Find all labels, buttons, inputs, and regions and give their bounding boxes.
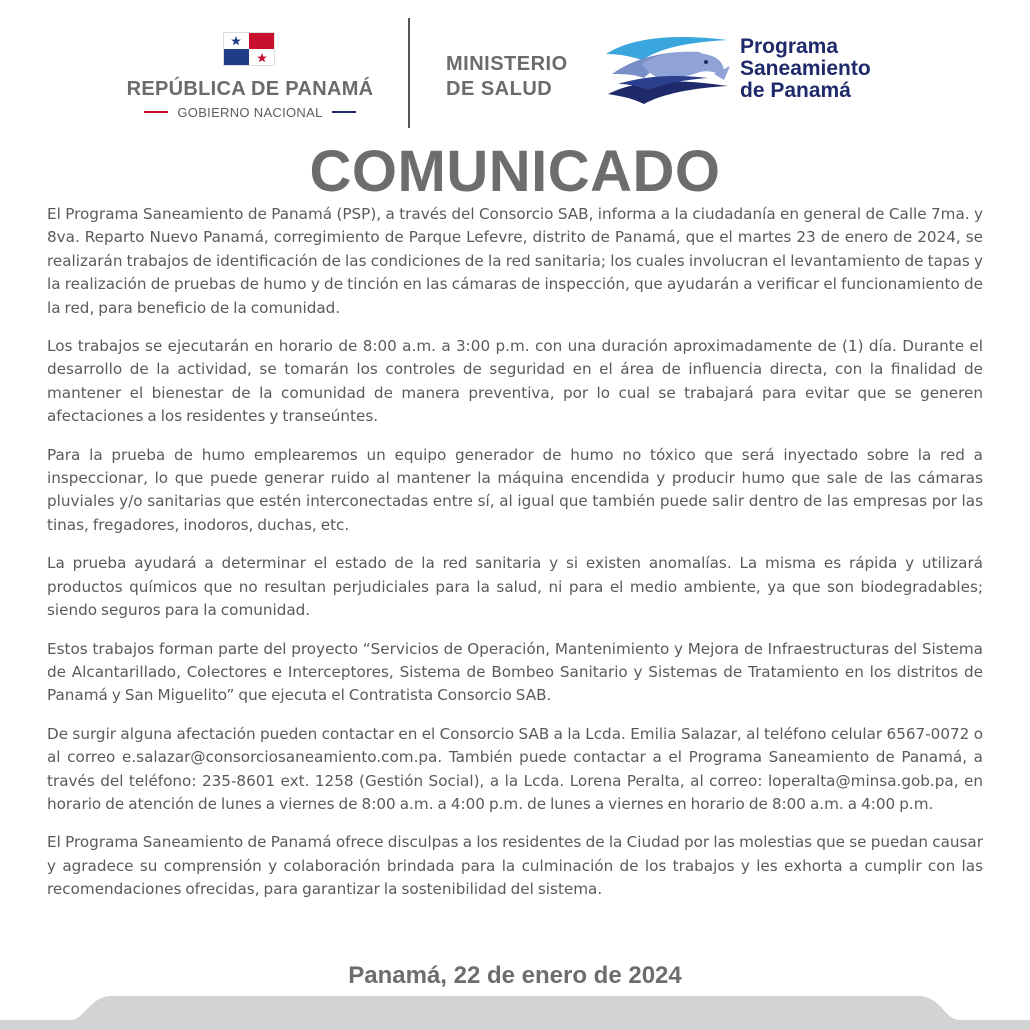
footer-decoration (0, 990, 1030, 1030)
body-text (47, 203, 983, 917)
government-subtitle-row (110, 103, 390, 121)
blue-rule (332, 111, 356, 113)
program-name (740, 36, 871, 102)
government-subtitle: GOBIERNO NACIONAL (177, 104, 323, 120)
dolphin-wave-logo-icon (604, 34, 734, 106)
panama-flag-icon (223, 32, 275, 66)
ministry-name (446, 52, 568, 102)
paragraph: La prueba ayudará a determinar el estado de la red sanitaria y si existen anomalías. La misma es rápida y utilizará productos químicos que no resultan perjudiciales para la salud, ni para el medio ambiente, ya que son biodegradables; siendo seguros para la comunidad. (47, 554, 983, 620)
header (0, 0, 1030, 140)
ministry-line-1: MINISTERIO (446, 53, 568, 75)
paragraph: El Programa Saneamiento de Panamá ofrece disculpas a los residentes de la Ciudad por las molestias que se puedan causar y agradece su comprensión y colaboración brindada para la culminación de los trabajos y les exhorta a cumplir con las recomendaciones ofrecidas, para garantizar la sostenibilidad del sistema. (47, 833, 983, 899)
red-rule (144, 111, 168, 113)
paragraph: El Programa Saneamiento de Panamá (PSP), a través del Consorcio SAB, informa a la ciudadanía en general de Calle 7ma. y 8va. Reparto Nuevo Panamá, corregimiento de Parque Lefevre, distrito de Panamá, que el martes 23 de enero de 2024, se realizarán trabajos de identificación de las condiciones de la red sanitaria; los cuales involucran el levantamiento de tapas y la realización de pruebas de humo y de tinción en las cámaras de inspección, que ayudarán a verificar el funcionamiento de la red, para beneficio de la comunidad. (47, 205, 983, 317)
republic-title: REPÚBLICA DE PANAMÁ (126, 78, 374, 100)
paragraph: Estos trabajos forman parte del proyecto “Servicios de Operación, Mantenimiento y Mejora de Infraestructuras del Sistema de Alcantarillado, Colectores e Interceptores, Sistema de Bombeo Sanitario y Sistemas de Tratamiento en los distritos de Panamá y San Miguelito” que ejecuta el Contratista Consorcio SAB. (47, 639, 983, 705)
program-line-2: Saneamiento (740, 57, 871, 80)
ministry-line-2: DE SALUD (446, 78, 553, 100)
paragraph: De surgir alguna afectación pueden contactar en el Consorcio SAB a la Lcda. Emilia Salazar, al teléfono celular 6567-0072 o al correo e.salazar@consorciosaneamiento.com.pa. También puede contactar a el Programa Saneamiento de Panamá, a través del teléfono: 235-8601 ext. 1258 (Gestión Social), a la Lcda. Lorena Peralta, al correo: loperalta@minsa.gob.pa, en horario de atención de lunes a viernes de 8:00 a.m. a 4:00 p.m. de lunes a viernes en horario de 8:00 a.m. a 4:00 p.m. (47, 724, 983, 813)
document-title: COMUNICADO (309, 139, 721, 204)
paragraph: Los trabajos se ejecutarán en horario de 8:00 a.m. a 3:00 p.m. con una duración aproximadamente de (1) día. Durante el desarrollo de la actividad, se tomarán los controles de seguridad en el área de influencia directa, con la finalidad de mantener el bienestar de la comunidad de manera preventiva, por lo cual se trabajará para evitar que se generen afectaciones a los residentes y transeúntes. (47, 337, 983, 426)
program-line-3: de Panamá (740, 79, 851, 102)
paragraph: Para la prueba de humo emplearemos un equipo generador de humo no tóxico que será inyectado sobre la red a inspeccionar, lo que puede generar ruido al mantener la máquina encendida y producir humo que sale de las cámaras pluviales y/o sanitarias que estén interconectadas entre sí, al igual que también puede salir dentro de las empresas por las tinas, fregadores, inodoros, duchas, etc. (47, 445, 983, 534)
header-divider (408, 18, 410, 128)
dateline: Panamá, 22 de enero de 2024 (348, 962, 682, 989)
program-line-1: Programa (740, 35, 839, 58)
